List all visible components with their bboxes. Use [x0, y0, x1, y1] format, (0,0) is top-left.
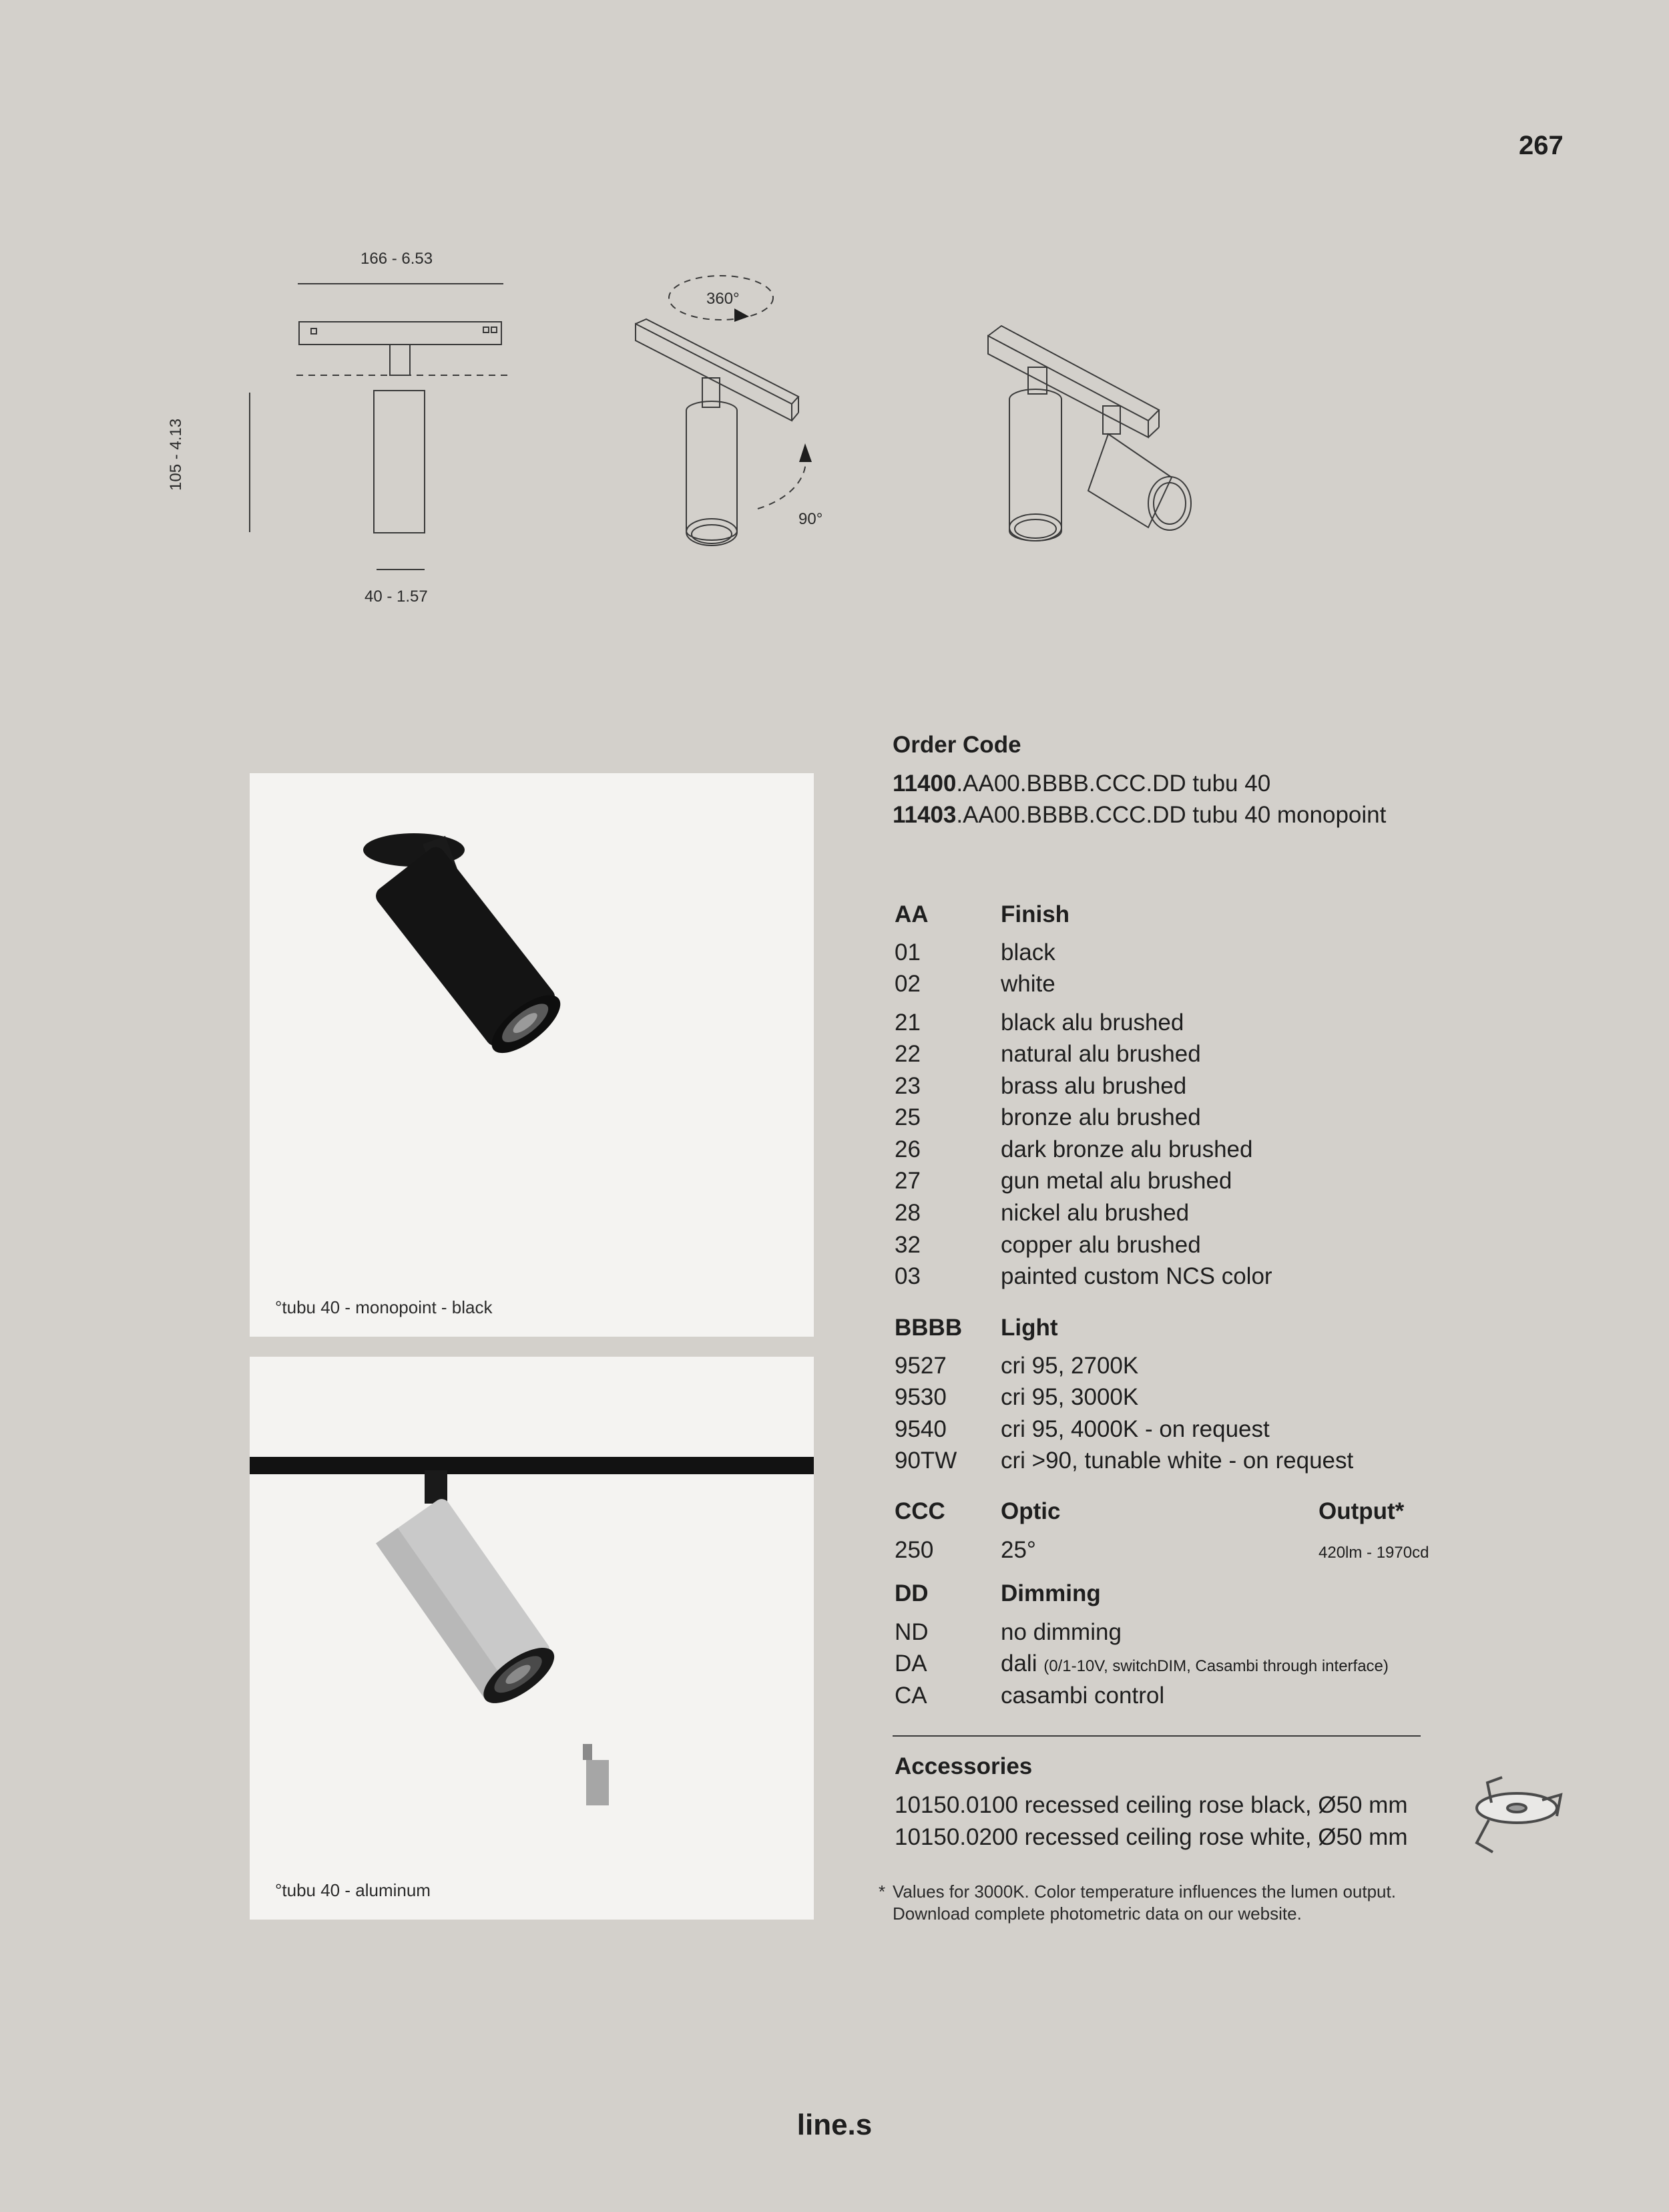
optic-label: 25°: [1001, 1537, 1036, 1563]
finish-code: 21: [895, 1010, 921, 1036]
finish-label: black alu brushed: [1001, 1010, 1184, 1036]
finish-code: 03: [895, 1263, 921, 1289]
finish-code: 22: [895, 1041, 921, 1067]
monopoint-black-illustration: [250, 773, 814, 1337]
dimming-label: no dimming: [1001, 1619, 1122, 1645]
optic-code: 250: [895, 1537, 934, 1563]
aluminum-illustration: [250, 1357, 814, 1920]
finish-code: 32: [895, 1232, 921, 1258]
page-number: 267: [1519, 131, 1564, 160]
dimming-note: (0/1-10V, switchDIM, Casambi through interface): [1043, 1657, 1389, 1675]
finish-code: 26: [895, 1136, 921, 1162]
brand-logo: line.s: [796, 2109, 873, 2141]
light-label: cri 95, 4000K - on request: [1001, 1416, 1270, 1442]
dimming-label: dali: [1001, 1650, 1037, 1677]
dimming-code-header: DD: [895, 1580, 929, 1606]
light-label: cri >90, tunable white - on request: [1001, 1448, 1354, 1474]
ceiling-rose-illustration: [1462, 1763, 1576, 1863]
dimming-label: casambi control: [1001, 1683, 1165, 1709]
light-code: 9530: [895, 1384, 947, 1410]
accessory-item: 10150.0100 recessed ceiling rose black, Ø50 mm: [895, 1792, 1408, 1818]
finish-label: white: [1001, 971, 1055, 997]
finish-label: painted custom NCS color: [1001, 1263, 1272, 1289]
finish-label: natural alu brushed: [1001, 1041, 1201, 1067]
product-photo-monopoint: [250, 773, 814, 1337]
footnote-line: Values for 3000K. Color temperature influences the lumen output.: [893, 1882, 1396, 1902]
accessories-header: Accessories: [895, 1753, 1033, 1779]
rotate-label: 360°: [706, 290, 740, 308]
finish-label: gun metal alu brushed: [1001, 1168, 1232, 1194]
dimming-code: ND: [895, 1619, 929, 1645]
optic-output: 420lm - 1970cd: [1319, 1544, 1429, 1562]
photo-caption: °tubu 40 - monopoint - black: [275, 1297, 493, 1317]
dimming-header: Dimming: [1001, 1580, 1101, 1606]
finish-label: brass alu brushed: [1001, 1073, 1187, 1099]
order-code-suffix: .AA00.BBBB.CCC.DD tubu 40: [956, 770, 1271, 797]
order-code-number: 11403: [893, 802, 957, 828]
finish-code: 27: [895, 1168, 921, 1194]
height-label: 105 - 4.13: [167, 418, 185, 491]
order-code-line: [893, 770, 1270, 797]
finish-code: 23: [895, 1073, 921, 1099]
width-label: 166 - 6.53: [361, 250, 433, 268]
order-code-number: 11400: [893, 770, 957, 797]
finish-label: bronze alu brushed: [1001, 1104, 1201, 1130]
footnote-mark: *: [879, 1882, 886, 1902]
product-photo-aluminum: [250, 1357, 814, 1920]
base-label: 40 - 1.57: [365, 588, 428, 606]
light-code: 90TW: [895, 1448, 957, 1474]
light-label: cri 95, 2700K: [1001, 1353, 1139, 1379]
section-divider: [893, 1735, 1421, 1737]
finish-code: 25: [895, 1104, 921, 1130]
photo-caption: °tubu 40 - aluminum: [275, 1880, 431, 1900]
order-code-title: Order Code: [893, 732, 1021, 758]
finish-code: 28: [895, 1200, 921, 1226]
finish-label: copper alu brushed: [1001, 1232, 1201, 1258]
dimming-code: CA: [895, 1683, 927, 1709]
optic-code-header: CCC: [895, 1498, 945, 1524]
finish-label: black: [1001, 939, 1055, 965]
light-label: cri 95, 3000K: [1001, 1384, 1139, 1410]
dimming-row: [1001, 1650, 1389, 1677]
optic-header: Optic: [1001, 1498, 1061, 1524]
light-code: 9527: [895, 1353, 947, 1379]
footnote-line: Download complete photometric data on our website.: [893, 1904, 1302, 1924]
tilt-label: 90°: [798, 510, 823, 528]
dimension-drawing: [0, 0, 1669, 668]
finish-code: 01: [895, 939, 921, 965]
finish-header: Finish: [1001, 901, 1070, 927]
light-code: 9540: [895, 1416, 947, 1442]
order-code-line: [893, 802, 1386, 829]
accessory-item: 10150.0200 recessed ceiling rose white, Ø50 mm: [895, 1824, 1408, 1850]
finish-code-header: AA: [895, 901, 929, 927]
light-header: Light: [1001, 1315, 1058, 1341]
light-code-header: BBBB: [895, 1315, 963, 1341]
output-header: Output*: [1319, 1498, 1405, 1524]
dimming-code: DA: [895, 1650, 927, 1677]
finish-label: dark bronze alu brushed: [1001, 1136, 1253, 1162]
finish-code: 02: [895, 971, 921, 997]
order-code-suffix: .AA00.BBBB.CCC.DD tubu 40 monopoint: [956, 802, 1387, 828]
finish-label: nickel alu brushed: [1001, 1200, 1190, 1226]
